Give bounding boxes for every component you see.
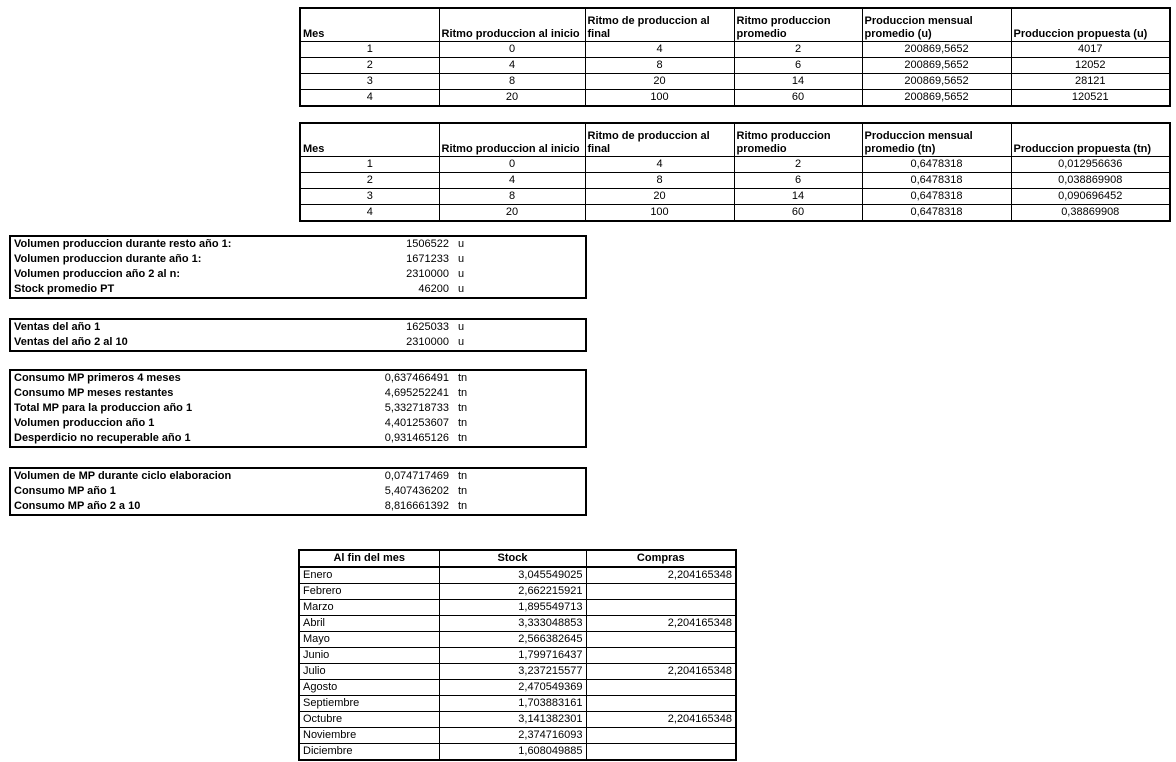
summary-label: Ventas del año 2 al 10 [14, 336, 128, 348]
summary-value: 0,931465126 [384, 432, 449, 444]
table-cell: 6 [734, 58, 862, 74]
table-row [299, 728, 736, 744]
stock-cell: 3,237215577 [439, 664, 586, 680]
table-cell: 4 [300, 90, 439, 107]
table-cell: 100 [585, 90, 734, 107]
table-cell: 0,012956636 [1011, 157, 1170, 173]
stock-cell: 3,141382301 [439, 712, 586, 728]
table-cell: 0,38869908 [1011, 205, 1170, 222]
purchase-cell: 2,204165348 [586, 616, 736, 632]
table-cell: 0,6478318 [862, 173, 1011, 189]
table-cell: 14 [734, 74, 862, 90]
purchase-cell: 2,204165348 [586, 712, 736, 728]
month-cell: Junio [299, 648, 439, 664]
summary-value: 1625033 [406, 321, 449, 333]
column-header: Stock [439, 550, 586, 567]
summary-row [10, 319, 586, 335]
column-header: Mes [300, 8, 439, 42]
month-cell: Febrero [299, 584, 439, 600]
purchase-cell [586, 680, 736, 696]
table-cell: 200869,5652 [862, 58, 1011, 74]
table-row [300, 205, 1170, 222]
table-row [300, 157, 1170, 173]
production-table-units [299, 7, 1171, 107]
stock-cell: 2,470549369 [439, 680, 586, 696]
summary-unit: tn [458, 485, 468, 497]
summary-unit: u [458, 283, 465, 295]
summary-label: Volumen produccion durante año 1: [14, 253, 202, 265]
summary-row [10, 484, 586, 499]
month-cell: Mayo [299, 632, 439, 648]
purchase-cell [586, 744, 736, 761]
column-header: Produccion mensual promedio (u) [862, 8, 1011, 42]
month-cell: Julio [299, 664, 439, 680]
summary-label: Volumen produccion durante resto año 1: [14, 238, 232, 250]
table-row [299, 712, 736, 728]
summary-unit: tn [458, 387, 468, 399]
table-row [300, 58, 1170, 74]
summary-label: Consumo MP año 2 a 10 [14, 500, 141, 512]
table-cell: 60 [734, 205, 862, 222]
summary-unit: tn [458, 372, 468, 384]
stock-cell: 3,333048853 [439, 616, 586, 632]
column-header: Al fin del mes [299, 550, 439, 567]
summary-value: 0,637466491 [384, 372, 449, 384]
summary-unit: u [458, 321, 465, 333]
summary-row [10, 431, 586, 447]
summary-value: 46200 [418, 283, 449, 295]
table-cell: 1 [300, 42, 439, 58]
summary-label: Consumo MP meses restantes [14, 387, 174, 399]
summary-label: Volumen de MP durante ciclo elaboracion [14, 470, 232, 482]
table-row [299, 744, 736, 761]
table-row [299, 632, 736, 648]
table-cell: 8 [585, 58, 734, 74]
summary-row [10, 386, 586, 401]
table-row [300, 173, 1170, 189]
table-row [299, 616, 736, 632]
summary-unit: tn [458, 470, 468, 482]
table-cell: 2 [300, 58, 439, 74]
purchase-cell: 2,204165348 [586, 664, 736, 680]
table-cell: 8 [585, 173, 734, 189]
table-header-row [300, 123, 1170, 157]
summary-row [10, 468, 586, 484]
stock-cell: 1,799716437 [439, 648, 586, 664]
summary-label: Consumo MP primeros 4 meses [14, 372, 181, 384]
table-cell: 6 [734, 173, 862, 189]
table-cell: 0,6478318 [862, 189, 1011, 205]
summary-sales [9, 318, 587, 352]
summary-value: 0,074717469 [384, 470, 449, 482]
stock-cell: 1,895549713 [439, 600, 586, 616]
column-header: Produccion mensual promedio (tn) [862, 123, 1011, 157]
stock-cell: 1,703883161 [439, 696, 586, 712]
production-table-tons [299, 122, 1171, 222]
column-header: Produccion propuesta (tn) [1011, 123, 1170, 157]
summary-row [10, 252, 586, 267]
month-cell: Enero [299, 567, 439, 584]
table-cell: 0 [439, 157, 585, 173]
table-cell: 4 [439, 173, 585, 189]
summary-unit: tn [458, 417, 468, 429]
summary-row [10, 335, 586, 351]
table-cell: 8 [439, 74, 585, 90]
month-cell: Septiembre [299, 696, 439, 712]
summary-label: Desperdicio no recuperable año 1 [14, 432, 191, 444]
purchase-cell [586, 648, 736, 664]
summary-production [9, 235, 587, 299]
stock-cell: 2,566382645 [439, 632, 586, 648]
table-cell: 20 [585, 189, 734, 205]
table-cell: 200869,5652 [862, 42, 1011, 58]
summary-row [10, 236, 586, 252]
summary-value: 1506522 [406, 238, 449, 250]
summary-value: 8,816661392 [384, 500, 449, 512]
column-header: Ritmo de produccion al final [585, 8, 734, 42]
month-cell: Diciembre [299, 744, 439, 761]
purchase-cell: 2,204165348 [586, 567, 736, 584]
table-row [300, 42, 1170, 58]
table-cell: 2 [734, 42, 862, 58]
table-cell: 1 [300, 157, 439, 173]
column-header: Ritmo produccion al inicio [439, 123, 585, 157]
column-header: Compras [586, 550, 736, 567]
table-cell: 0,090696452 [1011, 189, 1170, 205]
purchase-cell [586, 728, 736, 744]
summary-value: 5,332718733 [384, 402, 449, 414]
month-cell: Abril [299, 616, 439, 632]
month-cell: Noviembre [299, 728, 439, 744]
table-cell: 200869,5652 [862, 90, 1011, 107]
summary-value: 2310000 [406, 268, 449, 280]
summary-unit: u [458, 268, 465, 280]
purchase-cell [586, 600, 736, 616]
stock-table [298, 549, 737, 761]
table-cell: 4 [585, 157, 734, 173]
table-cell: 0 [439, 42, 585, 58]
column-header: Produccion propuesta (u) [1011, 8, 1170, 42]
column-header: Mes [300, 123, 439, 157]
summary-value: 4,401253607 [384, 417, 449, 429]
summary-label: Total MP para la produccion año 1 [14, 402, 193, 414]
table-cell: 2 [300, 173, 439, 189]
column-header: Ritmo produccion promedio [734, 8, 862, 42]
month-cell: Marzo [299, 600, 439, 616]
table-cell: 4017 [1011, 42, 1170, 58]
table-cell: 60 [734, 90, 862, 107]
summary-value: 1671233 [406, 253, 449, 265]
summary-row [10, 282, 586, 298]
purchase-cell [586, 632, 736, 648]
summary-value: 2310000 [406, 336, 449, 348]
table-header-row [299, 550, 736, 567]
stock-cell: 2,374716093 [439, 728, 586, 744]
table-cell: 20 [439, 90, 585, 107]
table-cell: 200869,5652 [862, 74, 1011, 90]
summary-cycle [9, 467, 587, 516]
stock-cell: 3,045549025 [439, 567, 586, 584]
table-cell: 0,6478318 [862, 205, 1011, 222]
table-cell: 4 [439, 58, 585, 74]
table-cell: 8 [439, 189, 585, 205]
summary-row [10, 267, 586, 282]
table-cell: 28121 [1011, 74, 1170, 90]
table-cell: 0,6478318 [862, 157, 1011, 173]
purchase-cell [586, 696, 736, 712]
month-cell: Agosto [299, 680, 439, 696]
stock-cell: 1,608049885 [439, 744, 586, 761]
table-cell: 4 [300, 205, 439, 222]
summary-unit: tn [458, 432, 468, 444]
table-cell: 3 [300, 189, 439, 205]
table-cell: 0,038869908 [1011, 173, 1170, 189]
summary-value: 5,407436202 [384, 485, 449, 497]
table-cell: 3 [300, 74, 439, 90]
summary-label: Stock promedio PT [14, 283, 115, 295]
table-cell: 14 [734, 189, 862, 205]
purchase-cell [586, 584, 736, 600]
table-row [299, 567, 736, 584]
stock-cell: 2,662215921 [439, 584, 586, 600]
summary-label: Volumen produccion año 2 al n: [14, 268, 181, 280]
table-cell: 20 [439, 205, 585, 222]
table-row [300, 90, 1170, 107]
column-header: Ritmo produccion al inicio [439, 8, 585, 42]
table-row [300, 189, 1170, 205]
summary-mp [9, 369, 587, 448]
summary-row [10, 401, 586, 416]
column-header: Ritmo de produccion al final [585, 123, 734, 157]
summary-row [10, 416, 586, 431]
table-cell: 2 [734, 157, 862, 173]
summary-unit: tn [458, 500, 468, 512]
summary-row [10, 370, 586, 386]
table-row [299, 680, 736, 696]
table-cell: 100 [585, 205, 734, 222]
column-header: Ritmo produccion promedio [734, 123, 862, 157]
summary-unit: u [458, 238, 465, 250]
summary-label: Ventas del año 1 [14, 321, 101, 333]
month-cell: Octubre [299, 712, 439, 728]
summary-unit: u [458, 253, 465, 265]
summary-value: 4,695252241 [384, 387, 449, 399]
summary-label: Volumen produccion año 1 [14, 417, 155, 429]
summary-unit: tn [458, 402, 468, 414]
table-row [300, 74, 1170, 90]
table-cell: 12052 [1011, 58, 1170, 74]
table-row [299, 584, 736, 600]
table-row [299, 648, 736, 664]
table-cell: 120521 [1011, 90, 1170, 107]
table-header-row [300, 8, 1170, 42]
summary-label: Consumo MP año 1 [14, 485, 116, 497]
table-row [299, 664, 736, 680]
table-cell: 4 [585, 42, 734, 58]
summary-row [10, 499, 586, 515]
table-row [299, 696, 736, 712]
summary-unit: u [458, 336, 465, 348]
table-row [299, 600, 736, 616]
table-cell: 20 [585, 74, 734, 90]
